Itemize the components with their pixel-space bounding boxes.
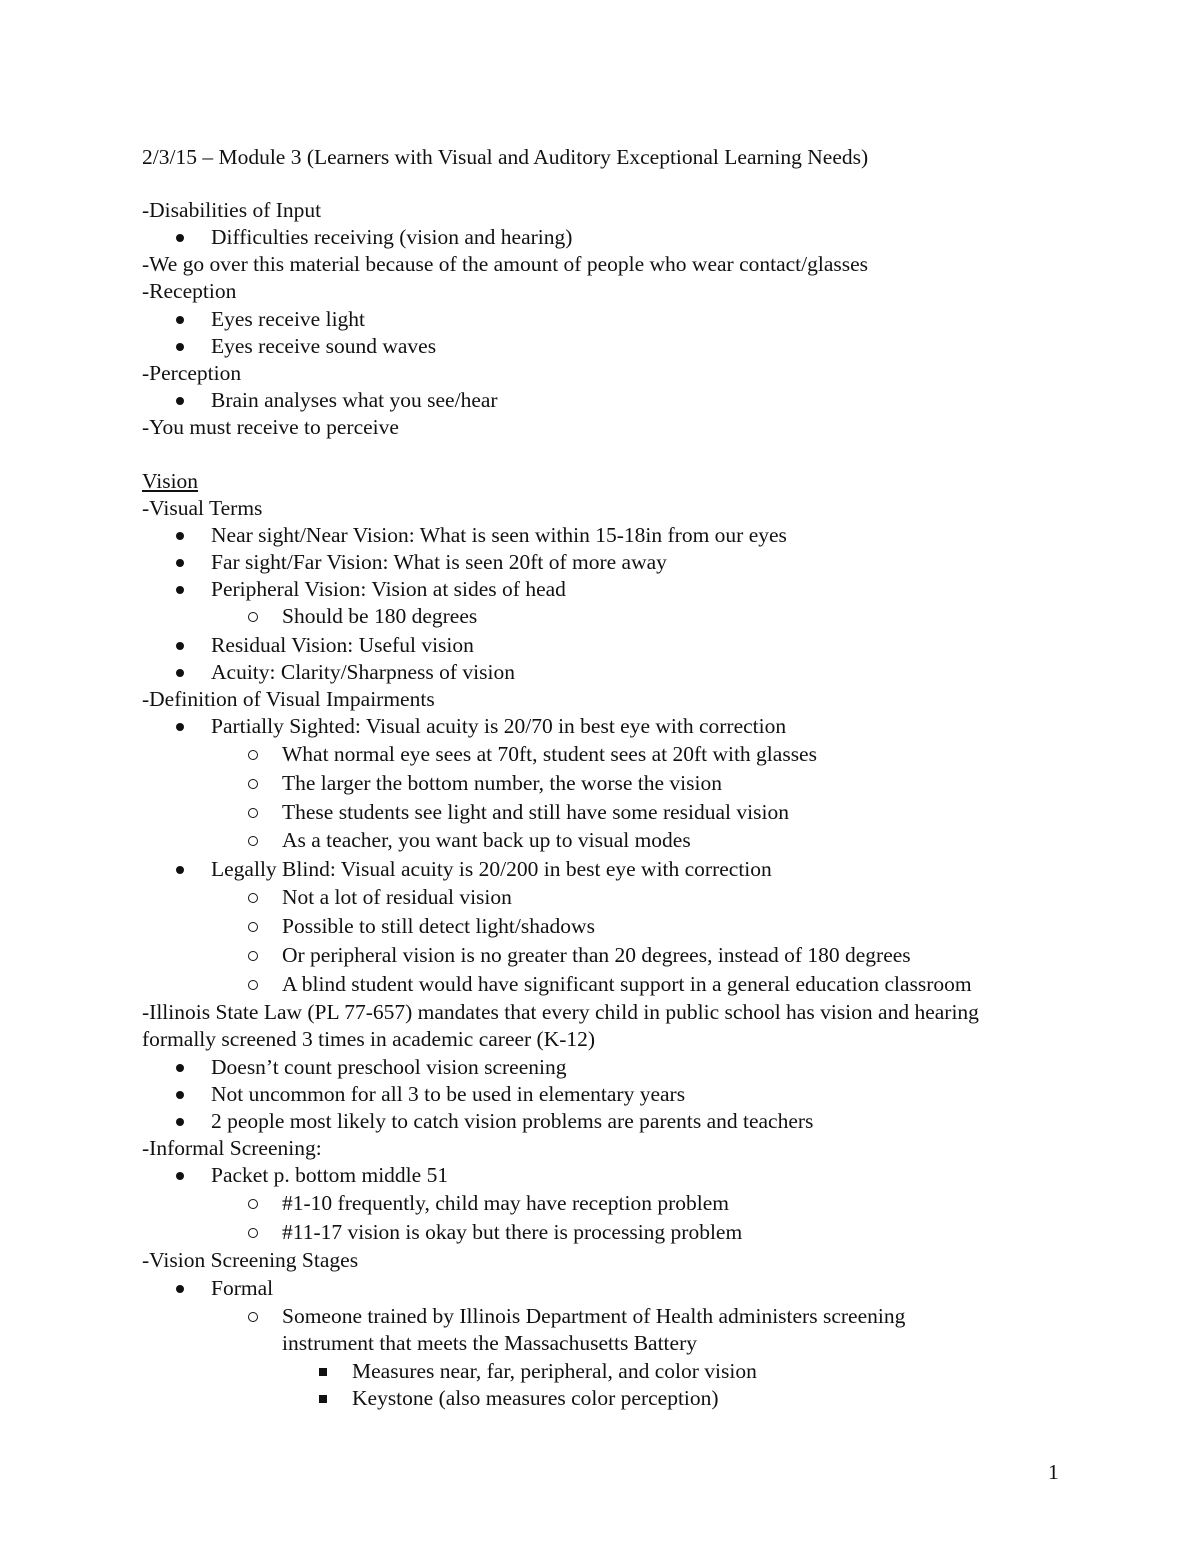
bullet-disc-icon <box>176 532 184 540</box>
bullet-circle-icon <box>248 951 258 961</box>
bullet-circle-icon <box>248 893 258 903</box>
sub-bullet-line: Should be 180 degrees <box>282 604 478 628</box>
section-heading-vision: Vision <box>142 469 199 493</box>
section-line: -Disabilities of Input <box>142 198 322 222</box>
section-line: -Definition of Visual Impairments <box>142 687 435 711</box>
section-line: -Informal Screening: <box>142 1136 322 1160</box>
bullet-circle-icon <box>248 836 258 846</box>
sub-sub-bullet-line: Keystone (also measures color perception) <box>352 1386 719 1410</box>
section-line: -Illinois State Law (PL 77-657) mandates that every child in public school has vision and hearing <box>142 1000 979 1024</box>
bullet-square-icon <box>319 1395 327 1403</box>
bullet-line: Near sight/Near Vision: What is seen within 15-18in from our eyes <box>211 523 787 547</box>
sub-bullet-line: #1-10 frequently, child may have reception problem <box>282 1191 729 1215</box>
bullet-line: Eyes receive light <box>211 307 366 331</box>
sub-bullet-line: Not a lot of residual vision <box>282 885 512 909</box>
document-title: 2/3/15 – Module 3 (Learners with Visual and Auditory Exceptional Learning Needs) <box>142 145 869 169</box>
section-line: -Reception <box>142 279 237 303</box>
sub-bullet-line: As a teacher, you want back up to visual modes <box>282 828 691 852</box>
bullet-disc-icon <box>176 586 184 594</box>
bullet-circle-icon <box>248 1199 258 1209</box>
bullet-circle-icon <box>248 980 258 990</box>
section-line-continued: formally screened 3 times in academic career (K-12) <box>142 1027 596 1051</box>
sub-bullet-line: A blind student would have significant support in a general education classroom <box>282 972 972 996</box>
bullet-line: Difficulties receiving (vision and hearing) <box>211 225 573 249</box>
sub-bullet-line: What normal eye sees at 70ft, student sees at 20ft with glasses <box>282 742 817 766</box>
sub-bullet-line: Someone trained by Illinois Department of Health administers screening <box>282 1304 906 1328</box>
bullet-circle-icon <box>248 1228 258 1238</box>
bullet-disc-icon <box>176 1172 184 1180</box>
bullet-line: Not uncommon for all 3 to be used in elementary years <box>211 1082 686 1106</box>
bullet-disc-icon <box>176 316 184 324</box>
section-line: -We go over this material because of the amount of people who wear contact/glasses <box>142 252 869 276</box>
bullet-line: Packet p. bottom middle 51 <box>211 1163 449 1187</box>
bullet-circle-icon <box>248 779 258 789</box>
bullet-disc-icon <box>176 1091 184 1099</box>
bullet-line: Doesn’t count preschool vision screening <box>211 1055 567 1079</box>
bullet-disc-icon <box>176 559 184 567</box>
sub-bullet-line: The larger the bottom number, the worse the vision <box>282 771 722 795</box>
bullet-square-icon <box>319 1368 327 1376</box>
bullet-line: Residual Vision: Useful vision <box>211 633 474 657</box>
bullet-disc-icon <box>176 642 184 650</box>
bullet-disc-icon <box>176 1064 184 1072</box>
bullet-line: Acuity: Clarity/Sharpness of vision <box>211 660 515 684</box>
section-line: -You must receive to perceive <box>142 415 399 439</box>
bullet-disc-icon <box>176 343 184 351</box>
bullet-disc-icon <box>176 234 184 242</box>
section-line: -Perception <box>142 361 242 385</box>
bullet-line: 2 people most likely to catch vision problems are parents and teachers <box>211 1109 814 1133</box>
bullet-disc-icon <box>176 669 184 677</box>
bullet-disc-icon <box>176 1118 184 1126</box>
bullet-line: Peripheral Vision: Vision at sides of head <box>211 577 566 601</box>
sub-bullet-line: Possible to still detect light/shadows <box>282 914 595 938</box>
section-line: -Vision Screening Stages <box>142 1248 359 1272</box>
sub-bullet-line: Or peripheral vision is no greater than 20 degrees, instead of 180 degrees <box>282 943 911 967</box>
page-number: 1 <box>1048 1460 1059 1484</box>
bullet-circle-icon <box>248 612 258 622</box>
bullet-circle-icon <box>248 922 258 932</box>
bullet-circle-icon <box>248 808 258 818</box>
bullet-disc-icon <box>176 866 184 874</box>
bullet-line: Partially Sighted: Visual acuity is 20/70 in best eye with correction <box>211 714 787 738</box>
section-line: -Visual Terms <box>142 496 263 520</box>
sub-sub-bullet-line: Measures near, far, peripheral, and color vision <box>352 1359 757 1383</box>
bullet-circle-icon <box>248 750 258 760</box>
bullet-line: Far sight/Far Vision: What is seen 20ft of more away <box>211 550 667 574</box>
bullet-line: Eyes receive sound waves <box>211 334 437 358</box>
sub-bullet-line-continued: instrument that meets the Massachusetts Battery <box>282 1331 697 1355</box>
sub-bullet-line: #11-17 vision is okay but there is processing problem <box>282 1220 743 1244</box>
bullet-circle-icon <box>248 1312 258 1322</box>
bullet-disc-icon <box>176 1285 184 1293</box>
bullet-line: Formal <box>211 1276 274 1300</box>
bullet-line: Legally Blind: Visual acuity is 20/200 in best eye with correction <box>211 857 772 881</box>
bullet-line: Brain analyses what you see/hear <box>211 388 498 412</box>
bullet-disc-icon <box>176 397 184 405</box>
sub-bullet-line: These students see light and still have some residual vision <box>282 800 789 824</box>
bullet-disc-icon <box>176 723 184 731</box>
